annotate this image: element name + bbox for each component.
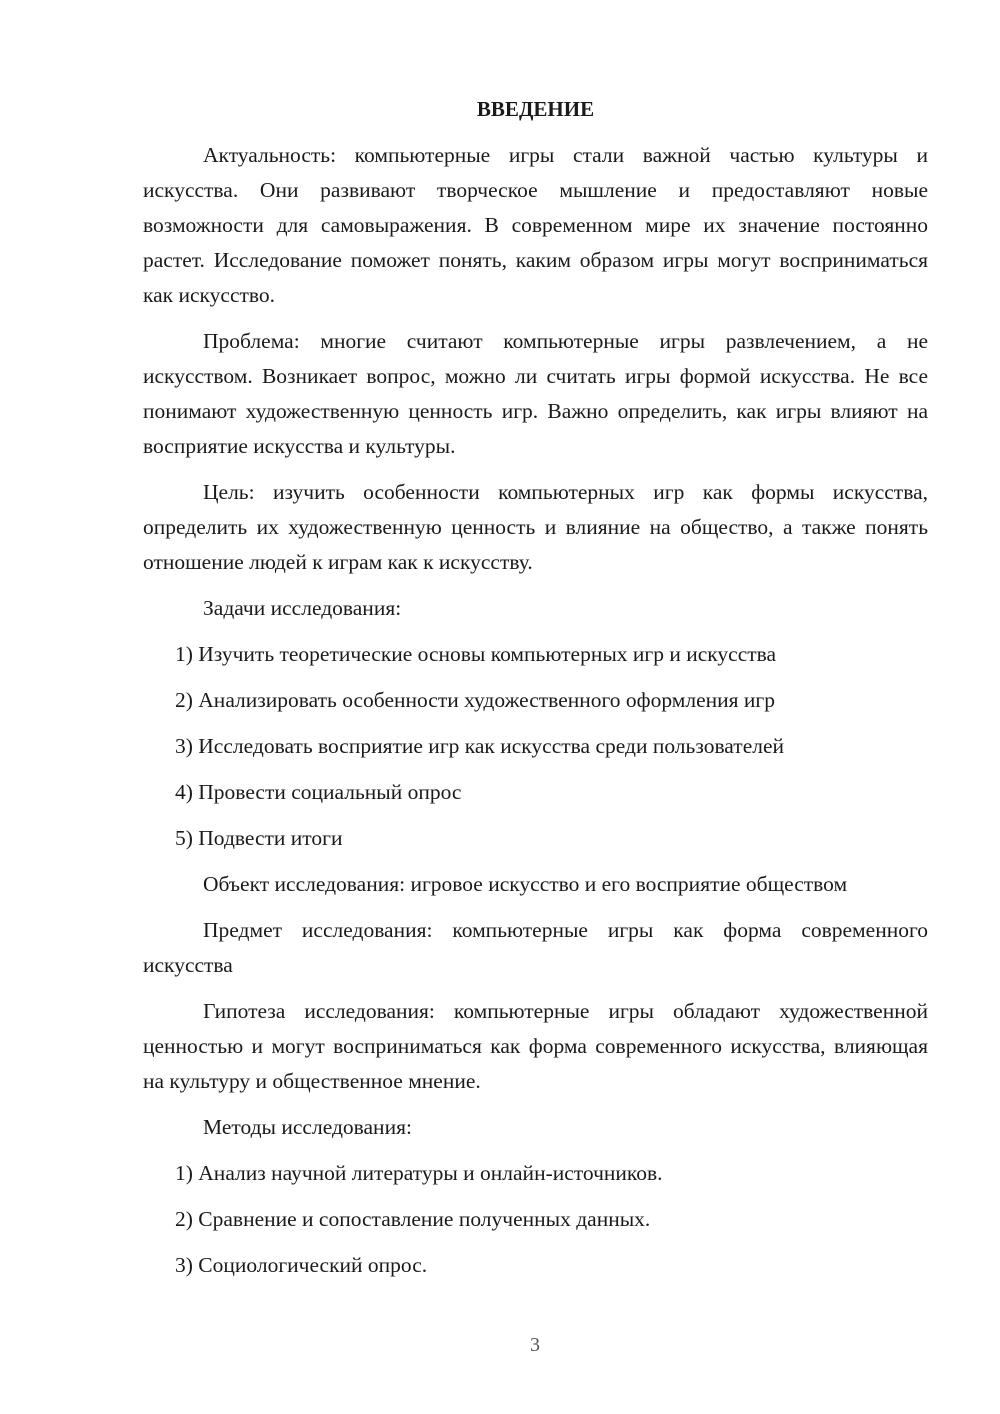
problem-paragraph: Проблема: многие считают компьютерные игры развлечением, а не искусством. Возникает вопрос, можно ли считать игры формой искусства. Не все понимают художественную ценность игр. Важно определить, как игры влияют на восприятие искусства и культуры. bbox=[143, 329, 928, 458]
relevance-paragraph: Актуальность: компьютерные игры стали важной частью культуры и искусства. Они развивают творческое мышление и предоставляют новые возможности для самовыражения. В современном мире их значение постоянно растет. Исследование поможет понять, каким образом игры могут восприниматься как искусство. bbox=[143, 143, 928, 307]
list-item: 4) Провести социальный опрос bbox=[175, 780, 462, 804]
methods-list bbox=[143, 1156, 928, 1283]
page-number: 3 bbox=[530, 1334, 540, 1356]
tasks-label: Задачи исследования: bbox=[203, 596, 402, 620]
goal-paragraph: Цель: изучить особенности компьютерных игр как формы искусства, определить их художественную ценность и влияние на общество, а также понять отношение людей к играм как к искусству. bbox=[143, 480, 928, 574]
list-item: 1) Анализ научной литературы и онлайн-источников. bbox=[175, 1161, 663, 1185]
document-page bbox=[143, 92, 928, 1294]
list-item: 1) Изучить теоретические основы компьютерных игр и искусства bbox=[175, 642, 777, 666]
list-item: 2) Анализировать особенности художественного оформления игр bbox=[175, 688, 775, 712]
object-paragraph: Объект исследования: игровое искусство и его восприятие обществом bbox=[203, 872, 848, 896]
list-item: 2) Сравнение и сопоставление полученных данных. bbox=[175, 1207, 651, 1231]
tasks-list bbox=[143, 637, 928, 856]
subject-paragraph: Предмет исследования: компьютерные игры как форма современного искусства bbox=[143, 918, 928, 977]
list-item: 5) Подвести итоги bbox=[175, 826, 343, 850]
page-title: ВВЕДЕНИЕ bbox=[476, 97, 595, 121]
methods-label: Методы исследования: bbox=[203, 1115, 412, 1139]
list-item: 3) Исследовать восприятие игр как искусства среди пользователей bbox=[175, 734, 785, 758]
list-item: 3) Социологический опрос. bbox=[175, 1253, 428, 1277]
hypothesis-paragraph: Гипотеза исследования: компьютерные игры обладают художественной ценностью и могут восприниматься как форма современного искусства, влияющая на культуру и общественное мнение. bbox=[143, 999, 928, 1093]
